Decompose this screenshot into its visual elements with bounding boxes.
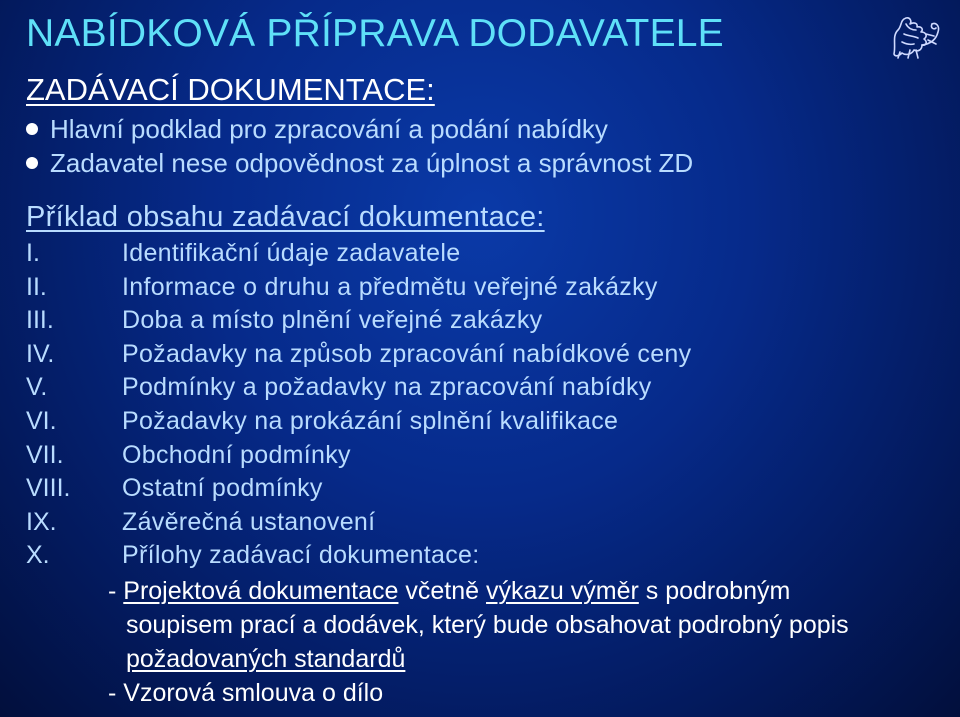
item-number: X. bbox=[26, 541, 50, 570]
bullet-dot-icon bbox=[26, 157, 38, 169]
item-text: Přílohy zadávací dokumentace: bbox=[122, 541, 480, 570]
projekt-link: Projektová dokumentace bbox=[123, 577, 399, 605]
list-item bbox=[26, 237, 691, 271]
list-item bbox=[26, 371, 691, 405]
item-text: Informace o druhu a předmětu veřejné zakázky bbox=[122, 272, 658, 301]
slide-title: NABÍDKOVÁ PŘÍPRAVA DODAVATELE bbox=[26, 12, 724, 55]
item-text: Identifikační údaje zadavatele bbox=[122, 239, 461, 267]
list-item bbox=[26, 405, 691, 439]
bullet-text: Zadavatel nese odpovědnost za úplnost a správnost ZD bbox=[50, 148, 694, 178]
vykaz-link: výkazu výměr bbox=[486, 577, 639, 605]
example-heading: Příklad obsahu zadávací dokumentace: bbox=[26, 201, 545, 233]
item-text: Závěrečná ustanovení bbox=[122, 507, 376, 536]
list-item bbox=[26, 338, 691, 372]
bullet-list bbox=[26, 112, 693, 180]
list-item bbox=[26, 472, 691, 506]
connector-text: s podrobným bbox=[638, 577, 791, 605]
lion-logo-icon bbox=[886, 14, 946, 60]
list-item bbox=[26, 304, 691, 338]
bullet-item bbox=[26, 146, 693, 180]
attachment-line-2: soupisem prací a dodávek, který bude obsahovat podrobný popis bbox=[126, 611, 849, 639]
item-number: IV. bbox=[26, 339, 55, 368]
standardu-link: požadovaných standardů bbox=[126, 645, 406, 673]
attachment-line-4: - Vzorová smlouva o dílo bbox=[108, 679, 384, 707]
list-item bbox=[26, 271, 691, 305]
bullet-dot-icon bbox=[26, 123, 38, 135]
list-item bbox=[26, 506, 691, 540]
bullet-text: Hlavní podklad pro zpracování a podání nabídky bbox=[50, 114, 608, 144]
attachment-line-3 bbox=[126, 642, 405, 676]
item-text: Požadavky na prokázání splnění kvalifikace bbox=[122, 406, 619, 435]
item-number: III. bbox=[26, 306, 54, 335]
item-number: VII. bbox=[26, 440, 64, 469]
attachment-line-1 bbox=[108, 574, 790, 608]
item-text: Požadavky na způsob zpracování nabídkové ceny bbox=[122, 339, 692, 368]
section-heading: ZADÁVACÍ DOKUMENTACE: bbox=[26, 72, 435, 107]
item-number: IX. bbox=[26, 507, 57, 536]
item-text: Doba a místo plnění veřejné zakázky bbox=[122, 306, 543, 335]
numbered-list bbox=[26, 237, 691, 573]
item-text: Obchodní podmínky bbox=[122, 440, 351, 469]
item-number: VI. bbox=[26, 406, 57, 435]
bullet-item bbox=[26, 112, 693, 146]
list-item bbox=[26, 439, 691, 473]
dash: - bbox=[108, 577, 124, 605]
item-number: II. bbox=[26, 272, 47, 301]
item-text: Ostatní podmínky bbox=[122, 474, 323, 503]
item-number: VIII. bbox=[26, 474, 71, 503]
list-item bbox=[26, 539, 691, 573]
item-text: Podmínky a požadavky na zpracování nabídky bbox=[122, 373, 652, 402]
item-number: I. bbox=[26, 239, 40, 267]
item-number: V. bbox=[26, 373, 48, 402]
connector-text: včetně bbox=[398, 577, 487, 605]
